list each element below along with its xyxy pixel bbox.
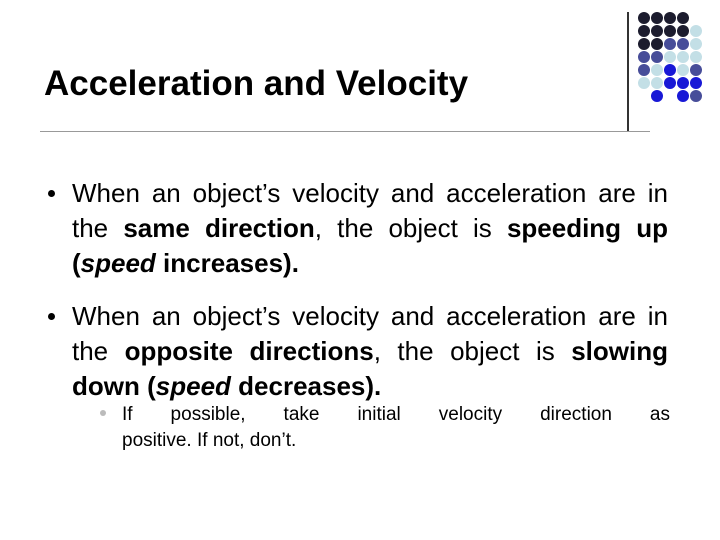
decorative-dot xyxy=(638,38,650,50)
sub-bullet-marker xyxy=(100,410,106,416)
bullet-2-text-b: , the object is xyxy=(373,336,572,366)
bullet-2-emphasis-change: decreases). xyxy=(230,371,382,401)
decorative-dot xyxy=(651,38,663,50)
title-vertical-rule xyxy=(627,12,629,132)
decorative-dot xyxy=(664,12,676,24)
decorative-dot xyxy=(690,90,702,102)
decorative-dot xyxy=(651,51,663,63)
sub-bullet-line-2: positive. If not, don’t. xyxy=(122,430,297,451)
decorative-dot xyxy=(651,12,663,24)
decorative-dot xyxy=(638,51,650,63)
bullet-marker-1 xyxy=(48,190,55,197)
decorative-dot xyxy=(651,25,663,37)
decorative-dot xyxy=(690,38,702,50)
decorative-dot xyxy=(677,90,689,102)
sub-bullet-line-1: If possible, take initial velocity direction as xyxy=(122,404,670,425)
decorative-dot xyxy=(664,25,676,37)
decorative-dot xyxy=(664,38,676,50)
bullet-text-2 xyxy=(72,299,668,404)
decorative-dot xyxy=(651,64,663,76)
decorative-dot xyxy=(664,77,676,89)
decorative-dot xyxy=(677,77,689,89)
decorative-dot xyxy=(638,64,650,76)
decorative-dot xyxy=(638,25,650,37)
bullet-1-text-a: When an object’s velocity and acceleration are in the xyxy=(72,178,668,243)
title-underline xyxy=(40,131,650,132)
bullet-1-text-b: , the object is xyxy=(314,213,507,243)
bullet-marker-2 xyxy=(48,313,55,320)
decorative-dot xyxy=(677,12,689,24)
decorative-dot xyxy=(690,51,702,63)
decorative-dot xyxy=(690,64,702,76)
bullet-1-emphasis-direction: same direction xyxy=(123,213,315,243)
bullet-2-emphasis-speed: speed xyxy=(155,371,231,401)
bullet-text-1 xyxy=(72,176,668,281)
decorative-dot xyxy=(638,77,650,89)
decorative-dot xyxy=(677,25,689,37)
decorative-dot xyxy=(651,90,663,102)
bullet-1-emphasis-change: increases). xyxy=(155,248,299,278)
bullet-1-emphasis-result: speeding up ( xyxy=(72,213,668,278)
decorative-dot xyxy=(690,25,702,37)
decorative-dot xyxy=(664,64,676,76)
decorative-dot xyxy=(664,51,676,63)
decorative-dot xyxy=(690,77,702,89)
bullet-2-text-a: When an object’s velocity and acceleration are in the xyxy=(72,301,668,366)
decorative-dot xyxy=(651,77,663,89)
bullet-2-emphasis-direction: opposite directions xyxy=(124,336,374,366)
decorative-dot xyxy=(677,51,689,63)
bullet-1-emphasis-speed: speed xyxy=(80,248,156,278)
slide-title: Acceleration and Velocity xyxy=(44,64,469,103)
bullet-2-emphasis-result: slowing down ( xyxy=(72,336,668,401)
decorative-dot xyxy=(638,12,650,24)
decorative-dot xyxy=(677,64,689,76)
decorative-dot xyxy=(677,38,689,50)
sub-bullet-text xyxy=(122,402,670,454)
